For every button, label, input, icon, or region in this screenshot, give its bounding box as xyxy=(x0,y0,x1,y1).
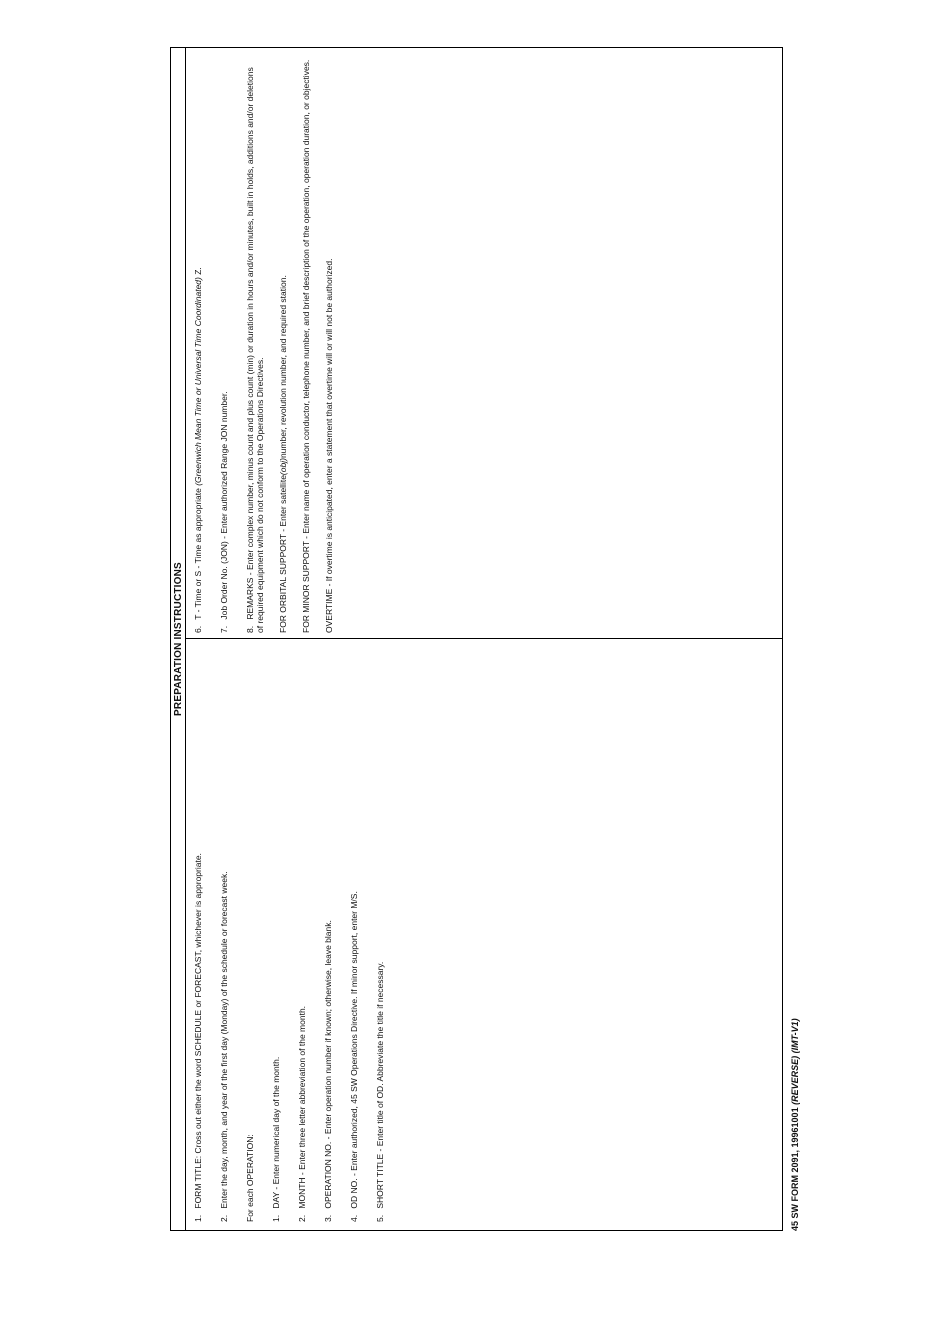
instruction-item xyxy=(297,652,307,1222)
item-number: 1. xyxy=(193,1214,203,1222)
item-text: MONTH - Enter three letter abbreviation of the month. xyxy=(297,1005,307,1209)
item-number: 1. xyxy=(271,1214,281,1222)
item-text: OPERATION NO. - Enter operation number if known; otherwise, leave blank. xyxy=(323,920,333,1209)
instruction-item-time xyxy=(193,58,203,633)
item-number: 8. xyxy=(245,625,255,633)
instruction-item-remarks xyxy=(245,58,265,633)
instruction-item-jon xyxy=(219,58,229,633)
item-number: 2. xyxy=(219,1214,229,1222)
item-text: FOR ORBITAL SUPPORT - Enter satellite xyxy=(278,475,288,633)
item-number: 5. xyxy=(375,1214,385,1222)
form-id: 45 SW FORM 2091, 19961001 xyxy=(790,1104,800,1231)
form-header xyxy=(171,48,186,1230)
item-text: OD NO. - Enter authorized, 45 SW Operations Directive. If minor support, enter M/S. xyxy=(349,891,359,1209)
form-border xyxy=(170,47,783,1231)
item-text: Enter the day, month, and year of the first day (Monday) of the schedule or forecast week. xyxy=(219,871,229,1209)
item-text: FORM TITLE: Cross out either the word SCHEDULE or FORECAST, whichever is appropriate. xyxy=(193,853,203,1209)
item-text: Job Order No. (JON) - Enter authorized Range JON number. xyxy=(219,391,229,620)
instruction-item xyxy=(375,652,385,1222)
item-text: FOR MINOR SUPPORT - Enter name of operation conductor, telephone number, and brief description of the operation, operation duration, or objectives. xyxy=(301,59,311,633)
header-title: PREPARATION INSTRUCTIONS xyxy=(172,562,184,716)
item-number: 3. xyxy=(323,1214,333,1222)
instruction-orbital-support xyxy=(278,58,288,633)
form-footer xyxy=(790,1018,800,1231)
instruction-item xyxy=(193,652,203,1222)
instruction-item xyxy=(349,652,359,1222)
item-text: REMARKS - Enter complex number, minus count and plus count (min) or duration in hours and/or minutes, built in holds, additions and/or deletions of required equipment which do not conform to the Operations Directives. xyxy=(245,67,265,633)
item-text: For each OPERATION: xyxy=(245,1134,255,1222)
right-column xyxy=(193,58,350,633)
instruction-item xyxy=(271,652,281,1222)
column-divider xyxy=(186,638,782,639)
item-number: 7. xyxy=(219,625,229,633)
item-text: SHORT TITLE - Enter title of OD. Abbreviate the title if necessary. xyxy=(375,961,385,1209)
item-text: OVERTIME - If overtime is anticipated, enter a statement that overtime will or will not be authorized. xyxy=(324,258,334,633)
instruction-minor-support xyxy=(301,58,311,633)
instruction-item xyxy=(323,652,333,1222)
instruction-overtime xyxy=(324,58,334,633)
item-text-suffix: Z. xyxy=(193,267,203,278)
item-text: DAY - Enter numerical day of the month. xyxy=(271,1056,281,1209)
item-text-suffix: number, revolution number, and required station. xyxy=(278,275,288,459)
item-number: 2. xyxy=(297,1214,307,1222)
item-text: T - Time or S - Time as appropriate xyxy=(193,485,203,620)
instruction-item xyxy=(245,652,255,1222)
form-suffix: (REVERSE) (IMT-V1) xyxy=(790,1018,800,1105)
item-text-italic: (Greenwich Mean Time or Universal Time Coordinated) xyxy=(193,277,203,486)
item-text-italic: (obj) xyxy=(278,458,288,476)
preparation-instructions-form xyxy=(170,47,800,1231)
item-number: 6. xyxy=(193,625,203,633)
instruction-item xyxy=(219,652,229,1222)
left-column xyxy=(193,652,401,1222)
item-number: 4. xyxy=(349,1214,359,1222)
